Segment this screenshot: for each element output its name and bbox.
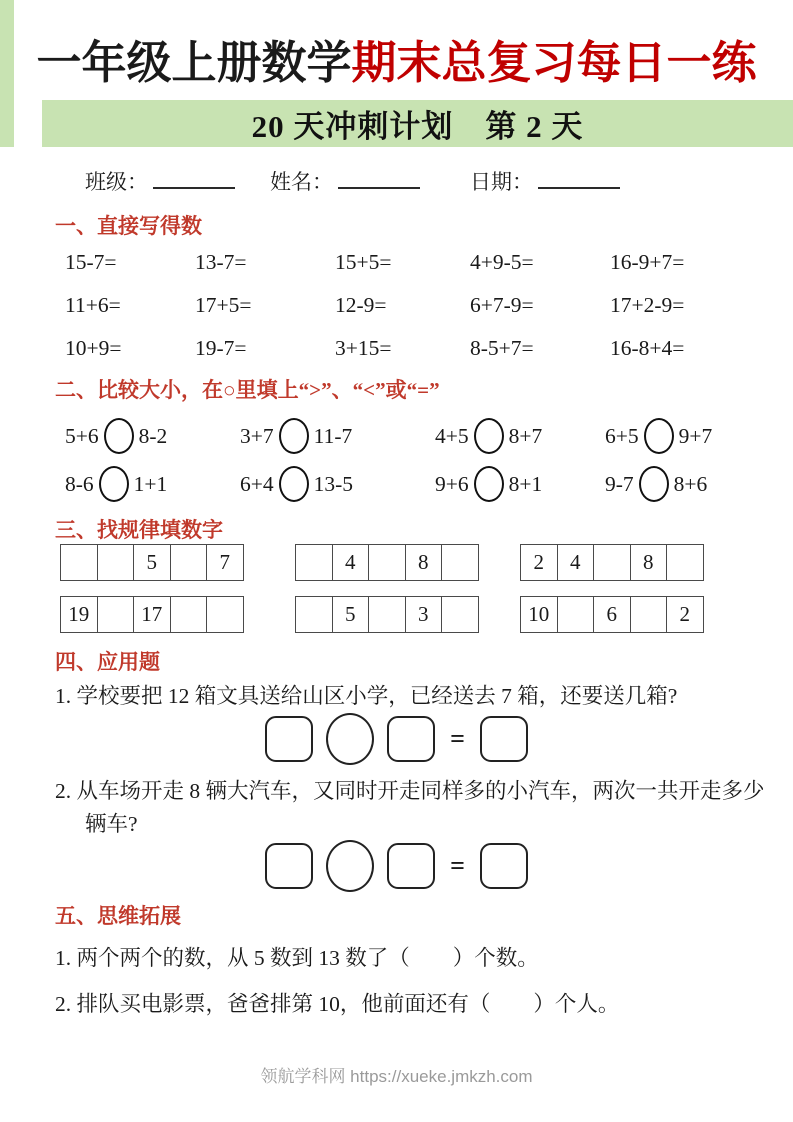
section-4-title: 四、应用题	[55, 650, 160, 674]
pattern-cell: 17	[134, 597, 171, 632]
comparison-problem	[435, 418, 542, 454]
watermark-text: 领航学科网 https://xueke.jmkzh.com	[260, 1067, 533, 1086]
comparison-right-expression: 9+7	[678, 423, 713, 448]
arithmetic-problem: 4+9-5=	[470, 250, 534, 274]
pattern-cell: 2	[679, 602, 690, 626]
result-box	[480, 716, 528, 762]
word-problem-2-line-1: 2. 从车场开走 8 辆大汽车，又同时开走同样多的小汽车，两次一共开走多少	[55, 779, 765, 803]
section-2-title: 二、比较大小，在○里填上“>”、“<”或“=”	[55, 378, 440, 402]
word-problem-1: 1. 学校要把 12 箱文具送给山区小学，已经送去 7 箱，还要送几箱?	[55, 684, 678, 708]
pattern-cell	[296, 545, 333, 580]
shape-equation	[0, 713, 793, 765]
shape-equation	[0, 840, 793, 892]
pattern-cell: 3	[406, 597, 443, 632]
pattern-table	[520, 544, 704, 581]
comparison-right-expression: 8+6	[673, 471, 708, 496]
arithmetic-problem: 6+7-9=	[470, 293, 534, 317]
arithmetic-problem: 10+9=	[65, 336, 122, 360]
comparison-left-expression: 5+6	[65, 423, 99, 448]
pattern-cell: 8	[631, 545, 668, 580]
thinking-problem-2: 2. 排队买电影票，爸爸排第 10，他前面还有（ ）个人。	[55, 992, 620, 1016]
arithmetic-problem: 12-9=	[335, 293, 387, 317]
comparison-problem	[605, 466, 707, 502]
section-3-title: 三、找规律填数字	[55, 518, 223, 542]
comparison-right-expression: 8-2	[138, 423, 168, 448]
title-topic-part: 期末总复习每日一练	[351, 38, 757, 88]
pattern-cell	[296, 597, 333, 632]
comparison-left-expression: 4+5	[435, 423, 469, 448]
equals-sign: =	[450, 724, 465, 753]
comparison-circle	[644, 418, 674, 454]
day-banner	[42, 100, 793, 147]
pattern-cell: 5	[333, 597, 370, 632]
arithmetic-problem: 16-9+7=	[610, 250, 685, 274]
date-blank-line	[538, 167, 620, 189]
answer-box	[387, 843, 435, 889]
title-grade-part: 一年级上册数学	[36, 38, 352, 88]
comparison-problem	[240, 466, 353, 502]
comparison-left-expression: 3+7	[240, 423, 274, 448]
pattern-cell: 5	[134, 545, 171, 580]
pattern-cell	[207, 597, 243, 632]
arithmetic-problem: 17+5=	[195, 293, 252, 317]
pattern-table	[60, 596, 244, 633]
pattern-cell	[631, 597, 668, 632]
pattern-table	[60, 544, 244, 581]
thinking-problem-1: 1. 两个两个的数，从 5 数到 13 数了（ ）个数。	[55, 946, 539, 970]
pattern-cell	[558, 597, 595, 632]
name-label: 姓名：	[270, 170, 333, 194]
section-5-title: 五、思维拓展	[55, 904, 181, 928]
pattern-cell	[98, 545, 135, 580]
comparison-problem	[240, 418, 352, 454]
date-label: 日期：	[470, 170, 533, 194]
pattern-cell: 19	[61, 597, 98, 632]
arithmetic-problem: 3+15=	[335, 336, 392, 360]
arithmetic-row	[0, 293, 793, 323]
comparison-problem	[605, 418, 712, 454]
comparison-circle	[474, 418, 504, 454]
comparison-circle	[639, 466, 669, 502]
comparison-right-expression: 1+1	[133, 471, 168, 496]
pattern-cell	[442, 597, 478, 632]
pattern-cell: 8	[406, 545, 443, 580]
word-problem-2-line-2: 辆车?	[85, 812, 138, 836]
comparison-left-expression: 6+4	[240, 471, 274, 496]
pattern-cell	[61, 545, 98, 580]
comparison-circle	[99, 466, 129, 502]
pattern-cell	[442, 545, 478, 580]
comparison-circle	[104, 418, 134, 454]
comparison-right-expression: 8+7	[508, 423, 543, 448]
pattern-cell: 2	[521, 545, 558, 580]
page-title	[0, 36, 793, 90]
arithmetic-problem: 8-5+7=	[470, 336, 534, 360]
arithmetic-problem: 15+5=	[335, 250, 392, 274]
class-blank-line	[153, 167, 235, 189]
comparison-circle	[279, 418, 309, 454]
pattern-cell: 10	[521, 597, 558, 632]
pattern-cell	[171, 597, 208, 632]
comparison-circle	[279, 466, 309, 502]
pattern-cell	[369, 597, 406, 632]
comparison-right-expression: 13-5	[313, 471, 354, 496]
pattern-cell	[594, 545, 631, 580]
pattern-cell: 6	[594, 597, 631, 632]
pattern-cell	[369, 545, 406, 580]
pattern-table	[295, 544, 479, 581]
arithmetic-problem: 19-7=	[195, 336, 247, 360]
class-label: 班级：	[85, 170, 148, 194]
operator-circle	[326, 840, 374, 892]
name-blank-line	[338, 167, 420, 189]
pattern-table	[520, 596, 704, 633]
comparison-left-expression: 9-7	[605, 471, 634, 496]
pattern-cell: 4	[558, 545, 595, 580]
pattern-cell	[98, 597, 135, 632]
arithmetic-row	[0, 336, 793, 366]
result-box	[480, 843, 528, 889]
answer-box	[265, 716, 313, 762]
pattern-cell: 7	[219, 550, 230, 574]
comparison-left-expression: 9+6	[435, 471, 469, 496]
arithmetic-problem: 17+2-9=	[610, 293, 685, 317]
arithmetic-problem: 15-7=	[65, 250, 117, 274]
comparison-left-expression: 6+5	[605, 423, 639, 448]
comparison-circle	[474, 466, 504, 502]
equals-sign: =	[450, 851, 465, 880]
answer-box	[265, 843, 313, 889]
answer-box	[387, 716, 435, 762]
section-1-title: 一、直接写得数	[55, 214, 202, 238]
comparison-problem	[435, 466, 542, 502]
day-banner-text: 20 天冲刺计划 第 2 天	[251, 109, 584, 144]
arithmetic-row	[0, 250, 793, 280]
comparison-right-expression: 11-7	[313, 423, 353, 448]
date-field	[470, 166, 620, 196]
comparison-right-expression: 8+1	[508, 471, 543, 496]
pattern-cell	[171, 545, 208, 580]
pattern-table	[295, 596, 479, 633]
arithmetic-problem: 11+6=	[65, 293, 121, 317]
pattern-cell: 4	[333, 545, 370, 580]
arithmetic-problem: 16-8+4=	[610, 336, 685, 360]
pattern-cell	[667, 545, 703, 580]
operator-circle	[326, 713, 374, 765]
comparison-problem	[65, 466, 167, 502]
arithmetic-problem: 13-7=	[195, 250, 247, 274]
class-field	[85, 166, 235, 196]
comparison-left-expression: 8-6	[65, 471, 94, 496]
comparison-problem	[65, 418, 167, 454]
name-field	[270, 166, 420, 196]
